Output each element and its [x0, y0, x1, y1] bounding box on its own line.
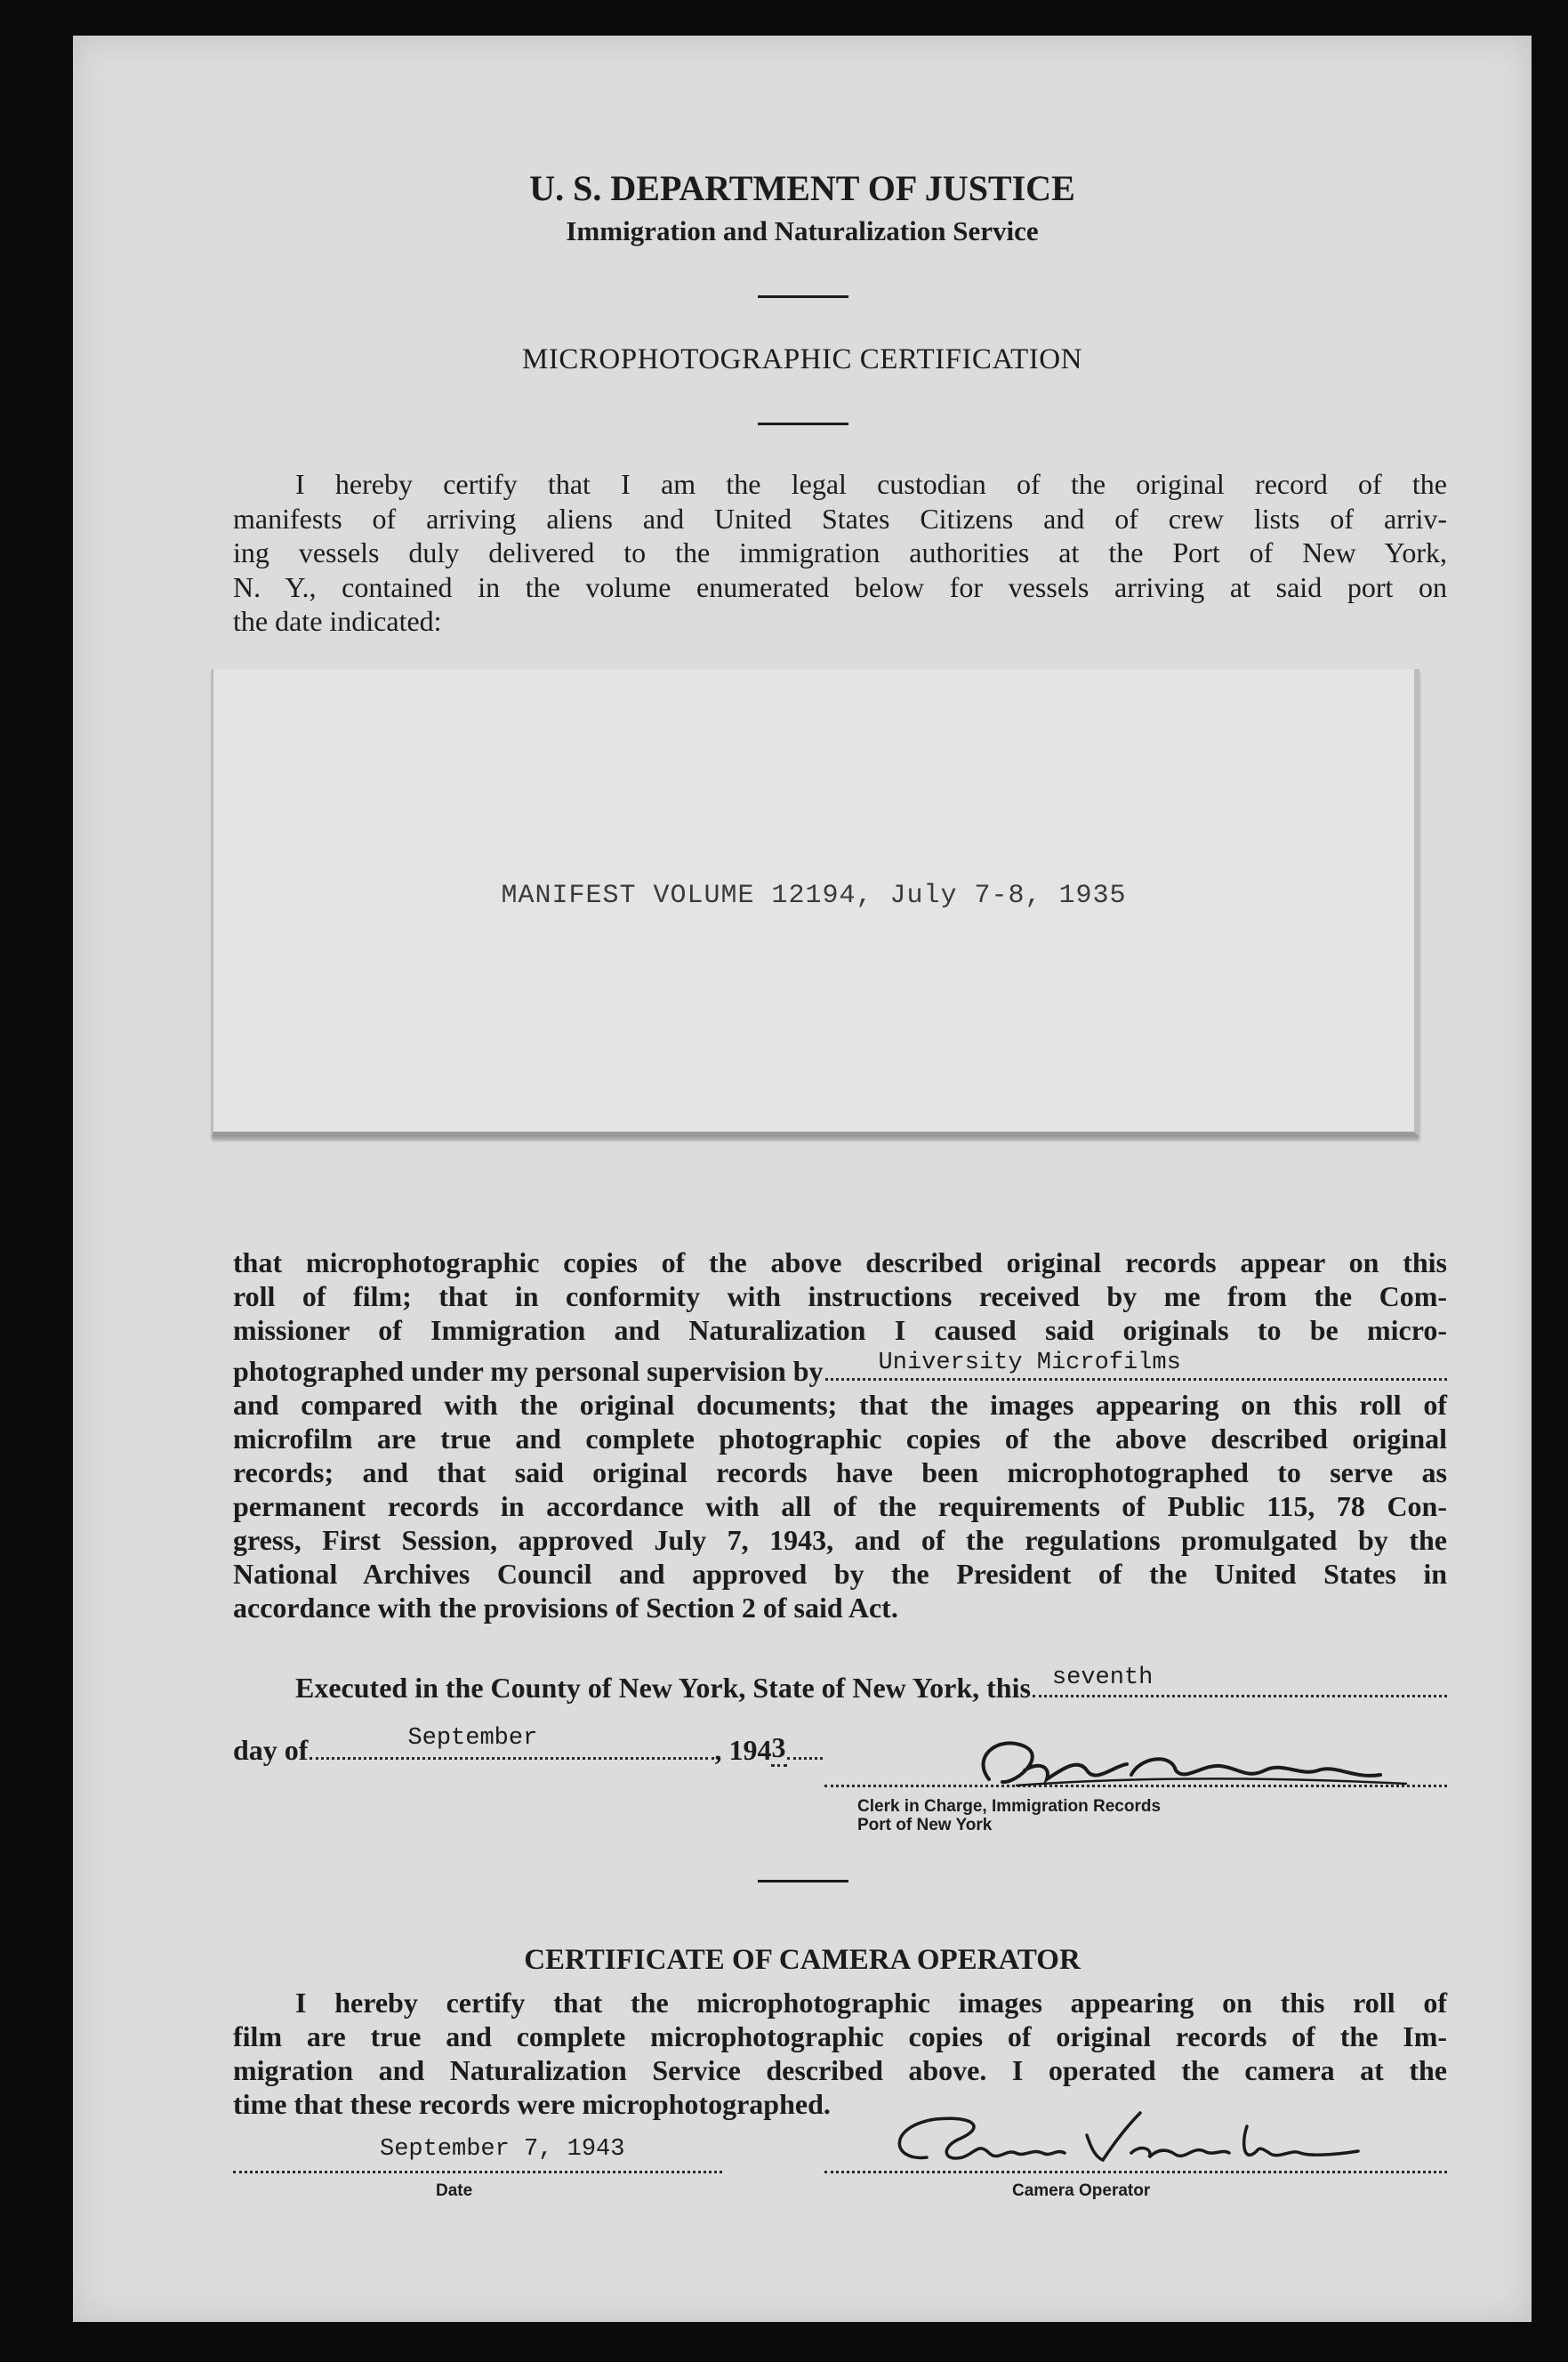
copies-line: accordance with the provisions of Section 2 of said Act. [233, 1592, 898, 1624]
department-heading: U. S. DEPARTMENT OF JUSTICE [529, 168, 1075, 208]
manifest-volume-text: MANIFEST VOLUME 12194, July 7-8, 1935 [501, 881, 1127, 911]
clerk-title-line2: Port of New York [857, 1816, 993, 1834]
custodian-line: N. Y., contained in the volume enumerated below for vessels arriving at said port on [233, 570, 1447, 603]
custodian-line: the date indicated: [233, 605, 442, 637]
copies-line: and compared with the original documents; that the images appearing on this roll of [233, 1389, 1447, 1421]
custodian-paragraph [233, 467, 1447, 639]
certification-title: MICROPHOTOGRAPHIC CERTIFICATION [522, 343, 1082, 375]
service-subheading: Immigration and Naturalization Service [566, 215, 1039, 246]
copies-line: roll of film; that in conformity with instructions received by me from the Com- [233, 1280, 1447, 1312]
photographer-value: University Microfilms [878, 1350, 1181, 1376]
execution-month-field [310, 1725, 714, 1760]
day-of-label: day of [233, 1734, 309, 1766]
camera-line: migration and Naturalization Service described above. I operated the camera at the [233, 2054, 1447, 2086]
execution-month-value: September [407, 1725, 538, 1752]
supervision-line [233, 1352, 1447, 1388]
camera-paragraph [233, 1986, 1447, 2121]
copies-line: National Archives Council and approved by the President of the United States in [233, 1558, 1447, 1590]
operator-signature [873, 2108, 1371, 2180]
custodian-line: manifests of arriving aliens and United States Citizens and of crew lists of arriv- [233, 502, 1447, 535]
operator-date-value: September 7, 1943 [380, 2136, 625, 2163]
supervision-prefix: photographed under my personal supervision by [233, 1355, 824, 1387]
execution-prefix: Executed in the County of New York, State of New York, this [295, 1672, 1031, 1704]
certificate-page [73, 36, 1532, 2322]
copies-line: that microphotographic copies of the above described original records appear on this [233, 1246, 1447, 1278]
year-dots [787, 1734, 823, 1760]
camera-certificate-heading: CERTIFICATE OF CAMERA OPERATOR [524, 1944, 1081, 1976]
copies-line: gress, First Session, approved July 7, 1943, and of the regulations promulgated by the [233, 1524, 1447, 1556]
camera-operator-label: Camera Operator [1012, 2181, 1151, 2200]
custodian-line: ing vessels duly delivered to the immigration authorities at the Port of New York, [233, 536, 1447, 568]
copies-line: missioner of Immigration and Naturalization I caused said originals to be micro- [233, 1314, 1447, 1346]
date-label: Date [436, 2181, 473, 2200]
section-divider [758, 1880, 848, 1882]
camera-line: film are true and complete microphotographic copies of original records of the Im- [233, 2020, 1447, 2052]
custodian-line: I hereby certify that I am the legal custodian of the original record of the [295, 468, 1447, 500]
camera-line: time that these records were microphotographed. [233, 2088, 831, 2120]
title-divider [758, 423, 848, 425]
execution-line [295, 1665, 1447, 1705]
photographer-field [825, 1350, 1447, 1381]
year-prefix: , 194 [714, 1734, 772, 1766]
header-divider [758, 295, 848, 298]
copies-paragraph [233, 1245, 1447, 1624]
date-line [233, 2167, 722, 2173]
copies-line: records; and that said original records have been microphotographed to serve as [233, 1456, 1447, 1488]
copies-line: permanent records in accordance with all of the requirements of Public 115, 78 Con- [233, 1490, 1447, 1522]
execution-date-line [233, 1725, 927, 1767]
copies-line: microfilm are true and complete photographic copies of the above described original [233, 1423, 1447, 1455]
manifest-card [212, 669, 1419, 1137]
execution-day-value: seventh [1051, 1665, 1154, 1691]
execution-day-field [1033, 1665, 1447, 1697]
year-digit: 3 [771, 1730, 787, 1767]
camera-line: I hereby certify that the microphotographic images appearing on this roll of [295, 1987, 1447, 2019]
clerk-signature [962, 1730, 1425, 1802]
clerk-title-line1: Clerk in Charge, Immigration Records [857, 1797, 1162, 1816]
